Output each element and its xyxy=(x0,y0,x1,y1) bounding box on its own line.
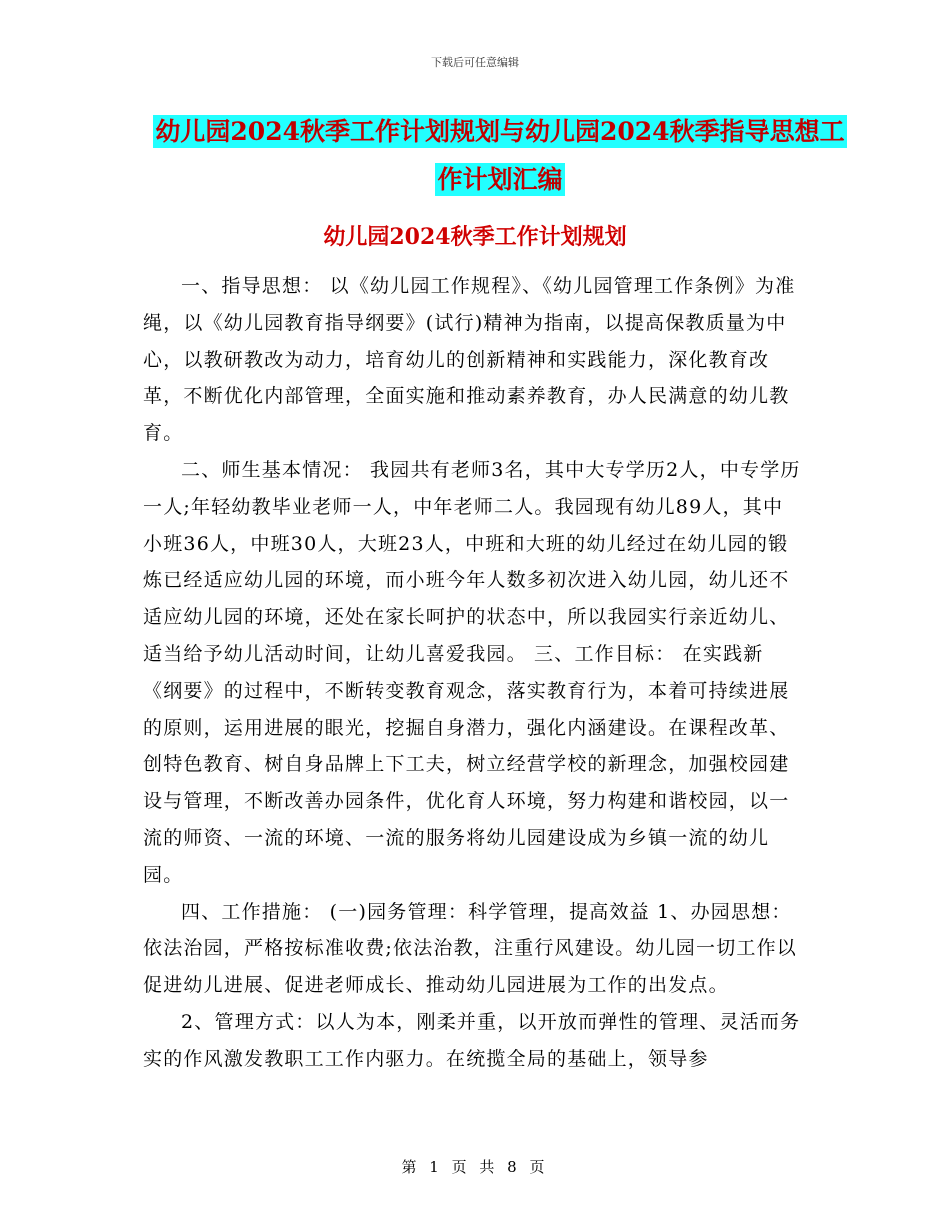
paragraph-work-measures: 四、工作措施： (一)园务管理：科学管理，提高效益 1、办园思想：依法治园，严格按标准收费;依法治教，注重行风建设。幼儿园一切工作以促进幼儿进展、促进老师成长、推动幼儿园进展为工作的出发点。 xyxy=(143,900,798,997)
document-title-text: 幼儿园2024秋季工作计划规划与幼儿园2024秋季指导思想工作计划汇编 xyxy=(155,117,845,194)
header-note: 下载后可任意编辑 xyxy=(431,56,519,69)
body-text xyxy=(143,268,803,1078)
paragraph-basic-situation: 二、师生基本情况： 我园共有老师3名，其中大专学历2人，中专学历一人;年轻幼教毕业老师一人，中年老师二人。我园现有幼儿89人，其中小班36人，中班30人，大班23人，中班和大班的幼儿经过在幼儿园的锻炼已经适应幼儿园的环境，而小班今年人数多初次进入幼儿园，幼儿还不适应幼儿园的环境，还处在家长呵护的状态中，所以我园实行亲近幼儿、适当给予幼儿活动时间，让幼儿喜爱我园。 三、工作目标： 在实践新《纲要》的过程中，不断转变教育观念，落实教育行为，本着可持续进展的原则，运用进展的眼光，挖掘自身潜力，强化内涵建设。在课程改革、创特色教育、树自身品牌上下工夫，树立经营学校的新理念，加强校园建设与管理，不断改善办园条件，优化育人环境，努力构建和谐校园，以一流的师资、一流的环境、一流的服务将幼儿园建设成为乡镇一流的幼儿园。 xyxy=(143,458,801,886)
document-title xyxy=(150,108,850,204)
paragraph-management-style: 2、管理方式：以人为本，刚柔并重，以开放而弹性的管理、灵活而务实的作风激发教职工工作内驱力。在统揽全局的基础上，领导参 xyxy=(143,1010,801,1070)
section-title: 幼儿园2024秋季工作计划规划 xyxy=(323,224,627,250)
page-number: 第 1 页 共 8 页 xyxy=(401,1158,549,1176)
paragraph-guiding-ideology: 一、指导思想： 以《幼儿园工作规程》、《幼儿园管理工作条例》为准绳，以《幼儿园教育指导纲要》(试行)精神为指南，以提高保教质量为中心，以教研教改为动力，培育幼儿的创新精神和实践能力，深化教育改革，不断优化内部管理，全面实施和推动素养教育，办人民满意的幼儿教育。 xyxy=(143,275,796,445)
